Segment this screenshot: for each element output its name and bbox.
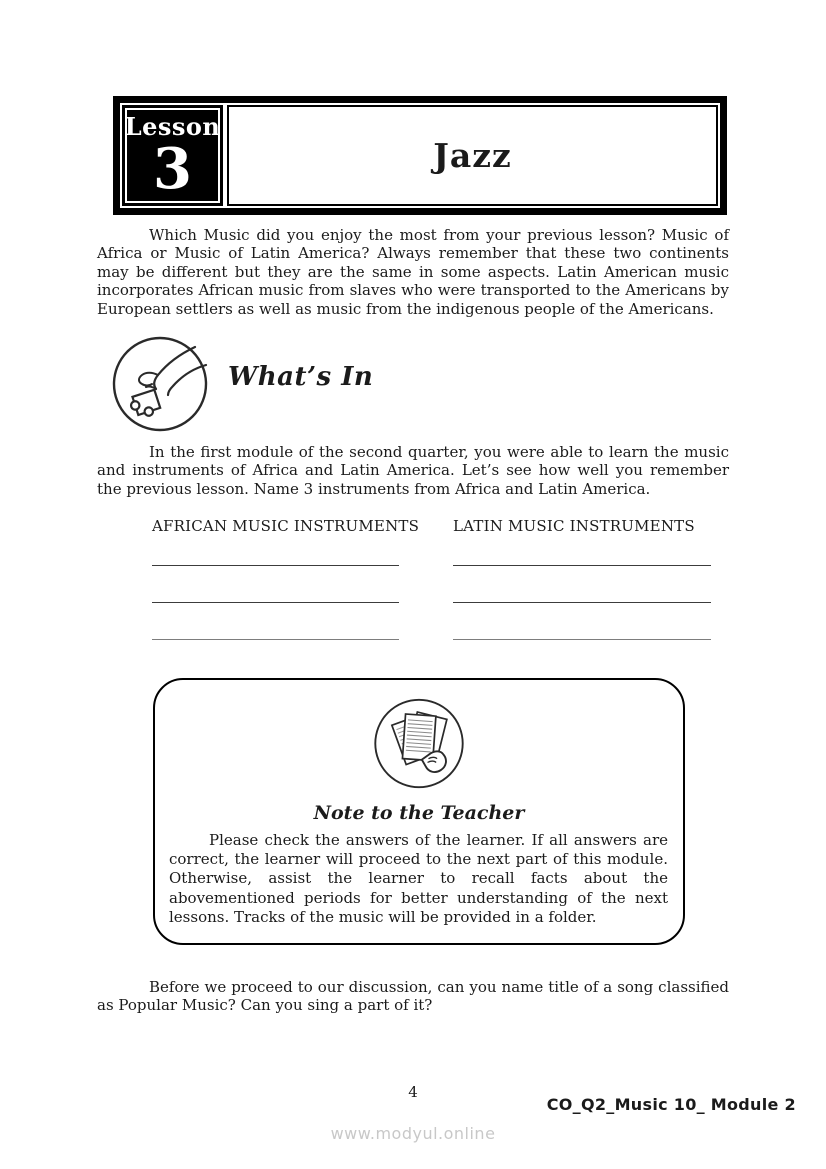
lesson-header	[113, 96, 727, 215]
answer-blank-line	[453, 602, 711, 603]
hand-papers-icon	[372, 696, 467, 791]
lesson-title: Jazz	[433, 136, 512, 175]
answer-blank-line	[152, 639, 399, 640]
answer-blank-line	[453, 565, 711, 566]
latin-instruments-column	[453, 517, 711, 640]
answer-blank-line	[453, 639, 711, 640]
lesson-label: Lesson	[124, 111, 221, 141]
note-to-teacher-box	[153, 678, 685, 945]
african-column-header: AFRICAN MUSIC INSTRUMENTS	[152, 517, 420, 535]
closing-paragraph: Before we proceed to our discussion, can you name title of a song classified as Popular Music? Can you sing a part of it?	[97, 978, 729, 1015]
hand-puzzle-icon	[110, 334, 210, 434]
page-number: 4	[408, 1083, 418, 1101]
lesson-number-box-inner	[125, 108, 220, 203]
watermark: www.modyul.online	[330, 1124, 496, 1143]
latin-column-header: LATIN MUSIC INSTRUMENTS	[453, 517, 695, 535]
module-code: CO_Q2_Music 10_ Module 2	[546, 1095, 796, 1114]
note-title: Note to the Teacher	[313, 802, 525, 824]
answer-blank-line	[152, 602, 399, 603]
african-instruments-column	[152, 517, 420, 640]
note-body: Please check the answers of the learner. If all answers are correct, the learner will proceed to the next part of this module. Otherwise, assist the learner to recall facts about the abovementioned periods for better understanding of the next lessons. Tracks of the music will be provided in a folder.	[169, 831, 668, 926]
whats-in-paragraph: In the first module of the second quarter, you were able to learn the music and instruments of Africa and Latin America. Let’s see how well you remember the previous lesson. Name 3 instruments from Africa and Latin America.	[97, 443, 729, 498]
lesson-title-box	[227, 105, 718, 206]
intro-paragraph: Which Music did you enjoy the most from your previous lesson? Music of Africa or Music of Latin America? Always remember that these two continents may be different but they are the same in some aspects. Latin American music incorporates African music from slaves who were transported to the Americans by European settlers as well as music from the indigenous people of the Americans.	[97, 226, 729, 318]
whats-in-heading: What’s In	[228, 362, 374, 392]
lesson-number: 3	[153, 136, 192, 203]
answer-blank-line	[152, 565, 399, 566]
lesson-number-box	[122, 105, 223, 206]
